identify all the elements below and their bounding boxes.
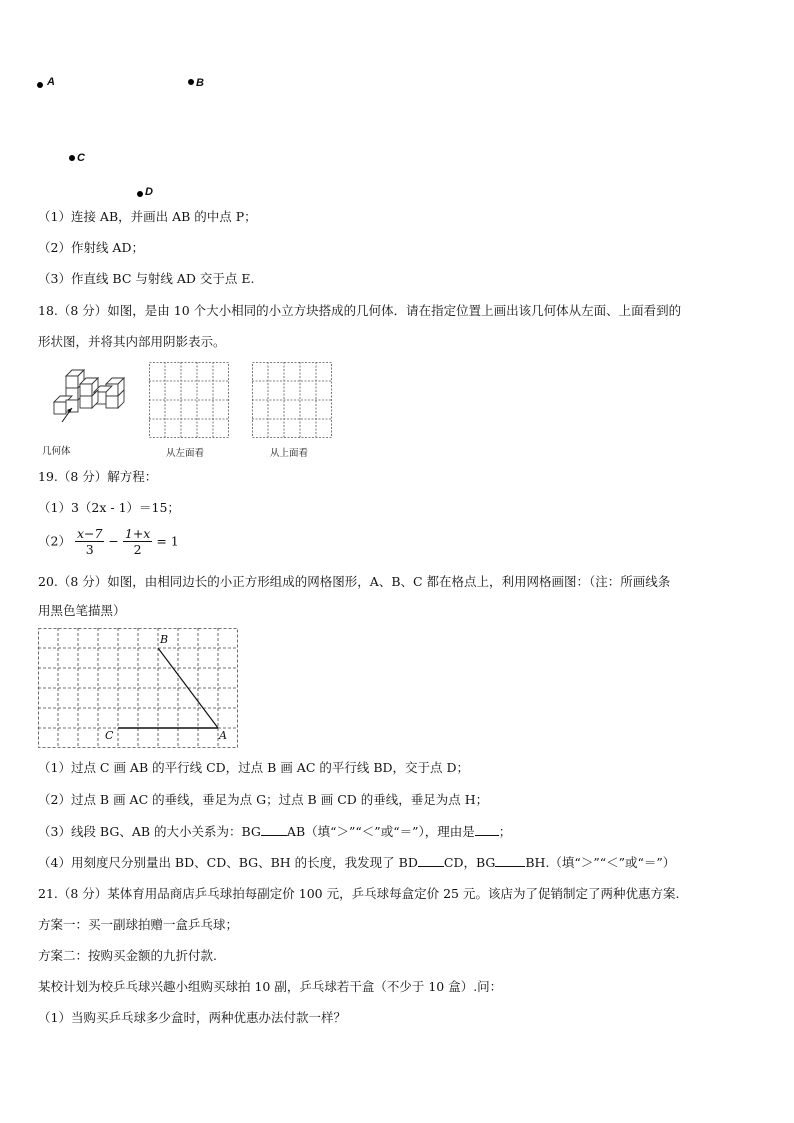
q19-eq2 (38, 526, 179, 557)
q20-text-line2: 用黑色笔描黑） (38, 603, 126, 618)
q21-text-line1: 21.（8 分）某体育用品商店乒乓球拍每副定价 100 元，乒乓球每盒定价 25 元。该店为了促销制定了两种优惠方案. (38, 886, 680, 901)
q20-step-4-part-b: CD，BG (443, 855, 496, 870)
q18-text-line2: 形状图，并将其内部用阴影表示。 (38, 334, 226, 349)
grid-label-a: A (219, 729, 227, 742)
q21-step-1: （1）当购买乒乓球多少盒时，两种优惠办法付款一样？ (38, 1010, 346, 1025)
q20-step-3 (38, 823, 511, 840)
cube-solid-figure (44, 362, 130, 424)
fraction-2-numerator: 1+x (124, 526, 151, 541)
q21-plan-2: 方案二：按购买金额的九折付款. (38, 948, 217, 963)
fraction-1-numerator: x−7 (76, 526, 103, 541)
q19-eq2-rhs: = 1 (156, 533, 179, 549)
blank-bg-bh[interactable] (495, 854, 525, 867)
q20-step-4-part-c: BH.（填“＞”“＜”或“＝”） (525, 855, 676, 870)
blank-reason[interactable] (475, 823, 499, 836)
q20-step-2: （2）过点 B 画 AC 的垂线，垂足为点 G；过点 B 画 CD 的垂线，垂足为点 H； (38, 792, 489, 807)
q20-text-line1: 20.（8 分）如图，由相同边长的小正方形组成的网格图形，A、B、C 都在格点上，利用网格画图：（注：所画线条 (38, 574, 671, 589)
fraction-2 (123, 526, 152, 557)
q19-eq1: （1）3（2x - 1）＝15； (38, 500, 180, 515)
q20-step-3-part-c: ； (498, 824, 512, 839)
q20-step-4-part-a: （4）用刻度尺分别量出 BD、CD、BG、BH 的长度，我发现了 BD (38, 855, 418, 870)
caption-top-view: 从上面看 (270, 448, 309, 459)
point-b-label: B (196, 77, 204, 89)
fraction-2-denominator: 2 (133, 542, 142, 557)
point-a-dot (37, 82, 43, 88)
fraction-1 (75, 526, 104, 557)
caption-left-view: 从左面看 (166, 448, 205, 459)
q18-text-line1: 18.（8 分）如图，是由 10 个大小相同的小立方块搭成的几何体．请在指定位置上画出该几何体从左面、上面看到的 (38, 303, 682, 318)
q17-step-1: （1）连接 AB，并画出 AB 的中点 P； (38, 209, 257, 224)
caption-solid: 几何体 (42, 446, 71, 457)
q17-step-3: （3）作直线 BC 与射线 AD 交于点 E. (38, 271, 255, 286)
minus-sign: − (108, 533, 119, 549)
top-view-grid (252, 362, 332, 438)
q19-title: 19.（8 分）解方程： (38, 469, 158, 484)
grid-label-b: B (160, 633, 169, 646)
q20-step-3-part-b: AB（填“＞”“＜”或“＝”），理由是 (286, 824, 475, 839)
q20-grid-figure (38, 628, 238, 748)
point-b-dot (188, 79, 194, 85)
q20-step-3-part-a: （3）线段 BG、AB 的大小关系为：BG (38, 824, 261, 839)
q20-step-1: （1）过点 C 画 AB 的平行线 CD，过点 B 画 AC 的平行线 BD，交于点 D； (38, 760, 470, 775)
q19-eq2-prefix: （2） (38, 533, 71, 549)
grid-label-c: C (105, 729, 114, 742)
point-d-dot (137, 191, 143, 197)
blank-bd-cd[interactable] (418, 854, 444, 867)
q17-step-2: （2）作射线 AD； (38, 240, 144, 255)
left-view-grid (149, 362, 229, 438)
fraction-1-denominator: 3 (85, 542, 94, 557)
point-c-label: C (77, 152, 85, 164)
blank-bg-ab[interactable] (261, 823, 287, 836)
q21-text-line4: 某校计划为校乒乓球兴趣小组购买球拍 10 副，乒乓球若干盒（不少于 10 盒）.问： (38, 979, 503, 994)
point-c-dot (69, 155, 75, 161)
point-a-label: A (47, 76, 55, 88)
q21-plan-1: 方案一：买一副球拍赠一盒乒乓球； (38, 917, 239, 932)
q20-step-4 (38, 854, 675, 871)
point-d-label: D (145, 186, 153, 198)
